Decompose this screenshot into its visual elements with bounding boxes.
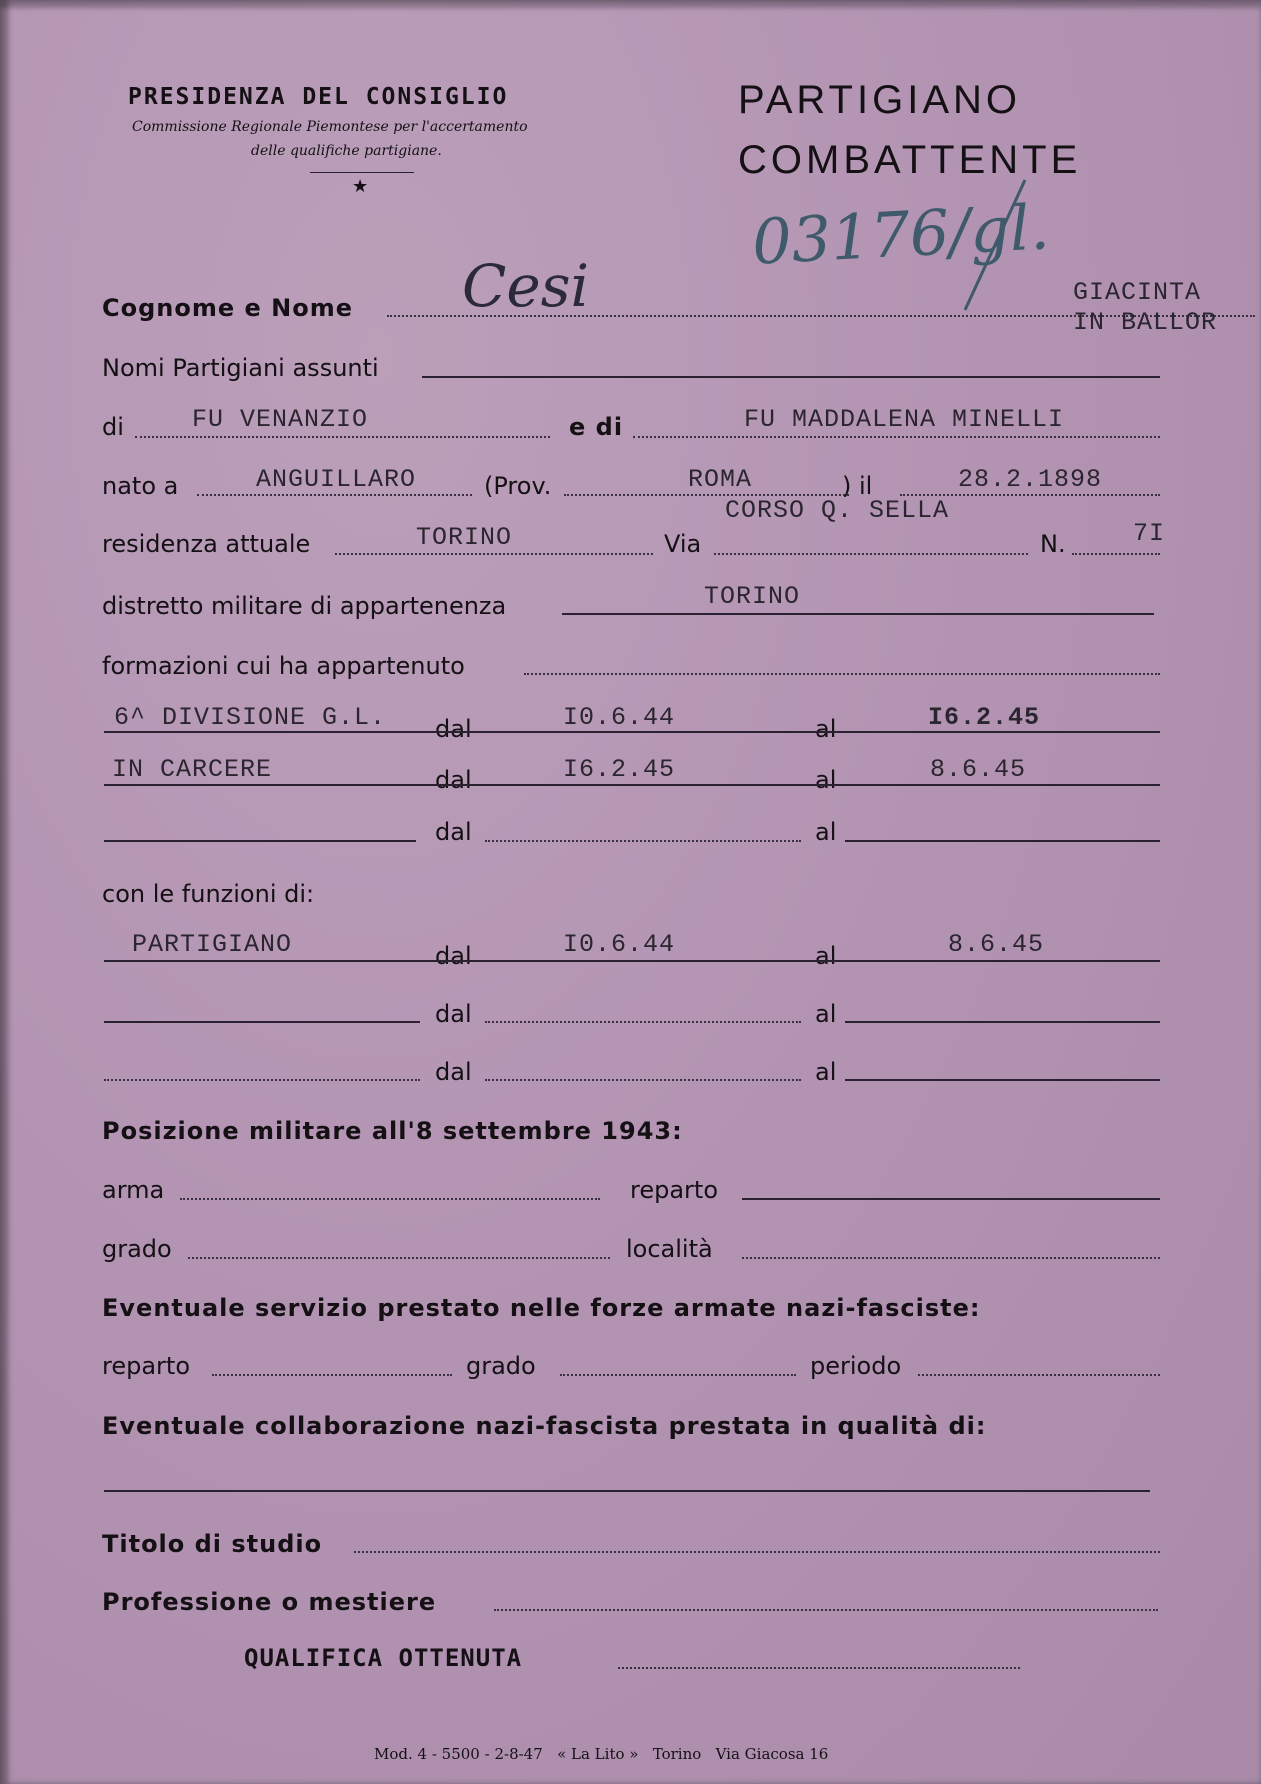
formazione-dal: I6.2.45 — [563, 755, 676, 784]
distretto-value: TORINO — [704, 582, 801, 611]
header-rule — [310, 172, 414, 173]
cognome-handwritten: Cesi — [462, 252, 590, 320]
star-icon: ★ — [352, 176, 369, 197]
qualifica-label: QUALIFICA OTTENUTA — [244, 1644, 523, 1672]
titolo-studio-label: Titolo di studio — [102, 1530, 323, 1558]
titolo-studio-line — [354, 1551, 1160, 1553]
funzione-row-line — [485, 1021, 801, 1023]
al-label: al — [815, 1058, 837, 1086]
servizio-grado-label: grado — [466, 1352, 536, 1380]
servizio-periodo-label: periodo — [810, 1352, 902, 1380]
formazioni-label: formazioni cui ha appartenuto — [102, 652, 465, 680]
n-value: 7I — [1133, 519, 1166, 548]
via-value: CORSO Q. SELLA — [725, 496, 950, 525]
nato-line — [197, 494, 472, 496]
al-label: al — [815, 942, 837, 970]
dal-label: dal — [435, 715, 472, 743]
title-combattente: COMBATTENTE — [738, 138, 1082, 182]
dal-label: dal — [435, 1058, 472, 1086]
funzione-al: 8.6.45 — [948, 930, 1045, 959]
padre-value: FU VENANZIO — [192, 405, 369, 434]
data-nascita-value: 28.2.1898 — [958, 465, 1103, 494]
funzione-dal: I0.6.44 — [563, 930, 676, 959]
file-number: 03176/gl. — [750, 190, 1052, 279]
formazione-al: 8.6.45 — [930, 755, 1027, 784]
prov-value: ROMA — [688, 465, 753, 494]
via-line — [714, 553, 1028, 555]
nome-value-2: IN BALLOR — [1073, 308, 1218, 337]
commissione-line: Commissione Regionale Piemontese per l'accertamento — [132, 119, 528, 135]
formazione-row-line — [485, 840, 801, 842]
n-line — [1072, 553, 1160, 555]
grado-line — [188, 1257, 610, 1259]
servizio-reparto-line — [212, 1374, 452, 1376]
al-label: al — [815, 818, 837, 846]
dal-label: dal — [435, 1000, 472, 1028]
formazione-name: IN CARCERE — [112, 755, 273, 784]
residenza-label: residenza attuale — [102, 530, 311, 558]
nomi-line — [422, 376, 1160, 378]
di-label: di — [102, 413, 124, 441]
servizio-reparto-label: reparto — [102, 1352, 191, 1380]
localita-line — [742, 1257, 1160, 1259]
via-label: Via — [664, 530, 702, 558]
residenza-line — [335, 553, 653, 555]
funzione-row-line — [104, 960, 1160, 962]
madre-line — [633, 436, 1160, 438]
funzione-name: PARTIGIANO — [132, 930, 293, 959]
nomi-label: Nomi Partigiani assunti — [102, 354, 379, 382]
qualifica-line — [618, 1667, 1020, 1669]
nato-value: ANGUILLARO — [256, 465, 417, 494]
formazione-row-line — [104, 784, 1160, 786]
al-label: al — [815, 766, 837, 794]
servizio-grado-line — [560, 1374, 796, 1376]
formazione-row-line — [104, 840, 416, 842]
madre-value: FU MADDALENA MINELLI — [744, 405, 1065, 434]
distretto-line — [562, 613, 1154, 615]
formazione-name: 6^ DIVISIONE G.L. — [114, 703, 387, 732]
funzioni-label: con le funzioni di: — [102, 880, 315, 908]
handwritten-slash — [955, 175, 1035, 315]
dal-label: dal — [435, 942, 472, 970]
reparto-label: reparto — [630, 1176, 719, 1204]
formazioni-line — [524, 673, 1160, 675]
nato-label: nato a — [102, 472, 179, 500]
servizio-periodo-line — [918, 1374, 1160, 1376]
arma-line — [180, 1198, 600, 1200]
title-partigiano: PARTIGIANO — [738, 78, 1022, 122]
n-label: N. — [1040, 530, 1066, 558]
funzione-row-line — [845, 1079, 1160, 1081]
cognome-label: Cognome e Nome — [102, 294, 353, 322]
professione-line — [494, 1609, 1158, 1611]
formazione-dal: I0.6.44 — [563, 703, 676, 732]
professione-label: Professione o mestiere — [102, 1588, 437, 1616]
distretto-label: distretto militare di appartenenza — [102, 592, 507, 620]
dal-label: dal — [435, 818, 472, 846]
funzione-row-line — [485, 1079, 801, 1081]
il-label: ) il — [842, 472, 873, 500]
footer-imprint: Mod. 4 - 5500 - 2-8-47 « La Lito » Torino Via Giacosa 16 — [374, 1745, 829, 1763]
funzione-row-line — [845, 1021, 1160, 1023]
arma-label: arma — [102, 1176, 165, 1204]
dal-label: dal — [435, 766, 472, 794]
prov-label: (Prov. — [484, 472, 552, 500]
al-label: al — [815, 715, 837, 743]
formazione-row-line — [845, 840, 1160, 842]
grado-label: grado — [102, 1235, 172, 1263]
funzione-row-line — [104, 1079, 420, 1081]
al-label: al — [815, 1000, 837, 1028]
servizio-heading: Eventuale servizio prestato nelle forze armate nazi-fasciste: — [102, 1294, 981, 1322]
residenza-value: TORINO — [416, 523, 513, 552]
e-di-label: e di — [569, 413, 624, 441]
qualifiche-line: delle qualifiche partigiane. — [251, 143, 442, 159]
padre-line — [135, 436, 550, 438]
collaborazione-heading: Eventuale collaborazione nazi-fascista prestata in qualità di: — [102, 1412, 987, 1440]
formazione-row-line — [104, 731, 1160, 733]
funzione-row-line — [104, 1021, 420, 1023]
nome-value-1: GIACINTA — [1073, 278, 1202, 307]
posizione-heading: Posizione militare all'8 settembre 1943: — [102, 1117, 683, 1145]
localita-label: località — [626, 1235, 713, 1263]
presidenza-heading: PRESIDENZA DEL CONSIGLIO — [128, 84, 509, 110]
reparto-line — [742, 1198, 1160, 1200]
collaborazione-line — [104, 1490, 1150, 1492]
formazione-al: I6.2.45 — [928, 703, 1041, 732]
